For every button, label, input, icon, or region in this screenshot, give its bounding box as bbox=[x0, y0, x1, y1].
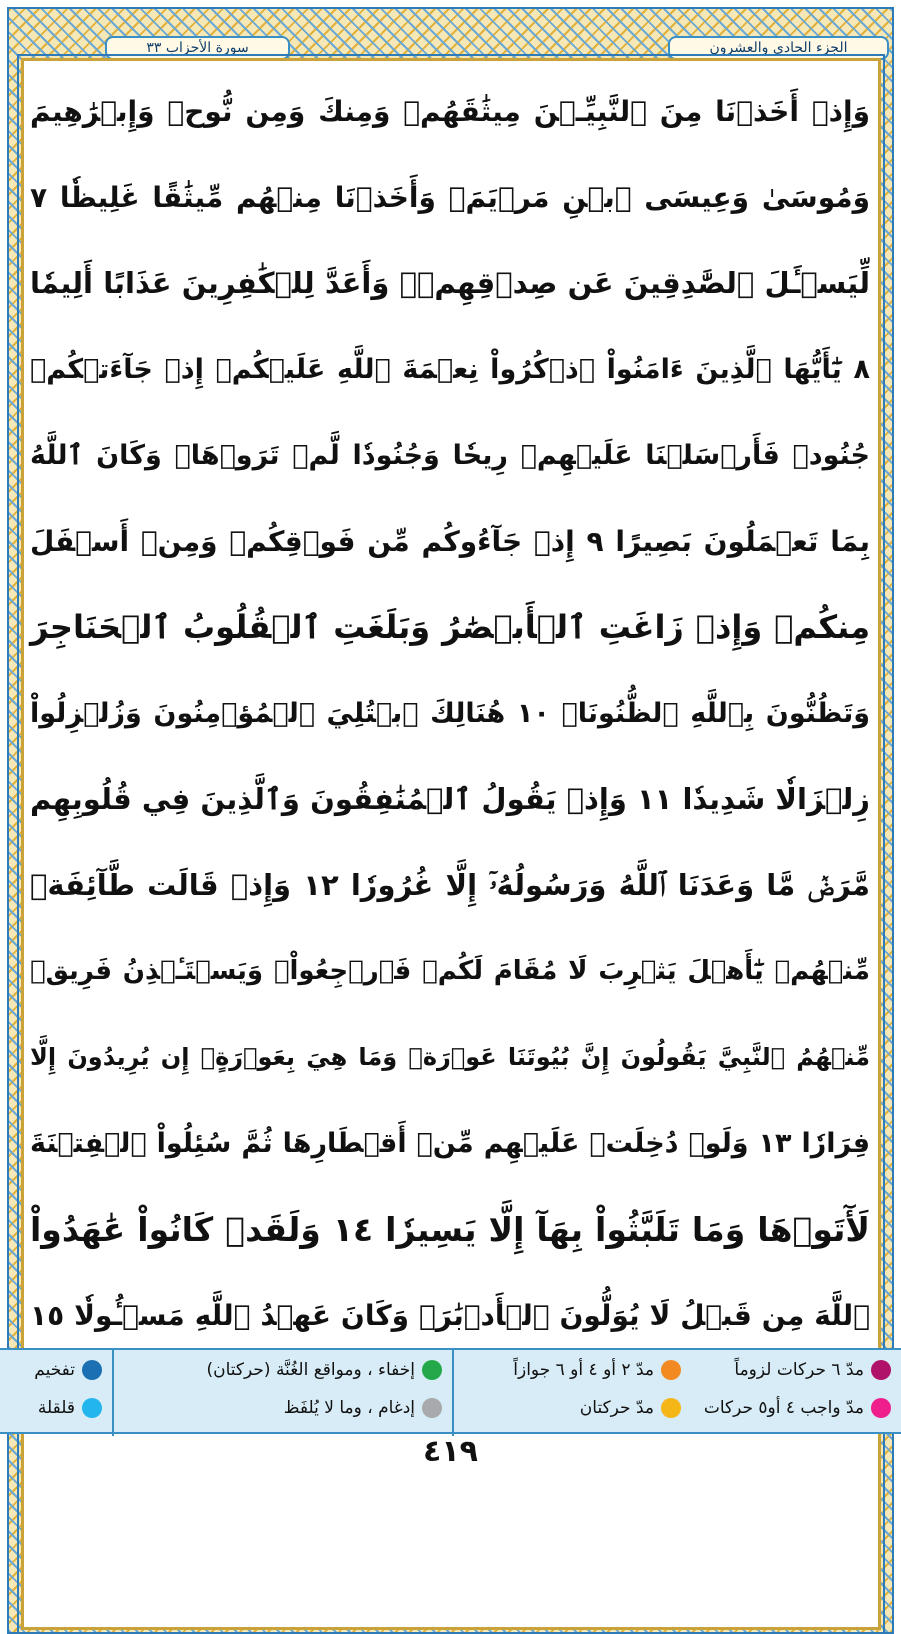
text-line bbox=[30, 68, 870, 154]
text-line bbox=[30, 240, 870, 326]
text-line bbox=[30, 842, 870, 928]
text-line-content: مَّرَضٞ مَّا وَعَدَنَا ٱللَّهُ وَرَسُولُهُۥٓ إِلَّا غُرُورٗا ١٢ وَإِذۡ قَالَت طَّآئِفَةٞ bbox=[30, 867, 870, 902]
legend-label: مدّ ٦ حركات لزوماً bbox=[734, 1360, 864, 1380]
color-dot-icon bbox=[422, 1360, 442, 1380]
color-dot-icon bbox=[661, 1360, 681, 1380]
juz-label-text: الجزء الحادي والعشرون bbox=[709, 40, 848, 56]
page-number: ٤١٩ bbox=[423, 1434, 478, 1469]
text-line-content: مِّنۡهُمۡ يَٰٓأَهۡلَ يَثۡرِبَ لَا مُقَامَ لَكُمۡ فَٱرۡجِعُواْۚ وَيَسۡتَـٔۡذِنُ فَرِيقٞ bbox=[30, 956, 870, 986]
text-line-content: مِّنۡهُمُ ٱلنَّبِيَّ يَقُولُونَ إِنَّ بُيُوتَنَا عَوۡرَةٞ وَمَا هِيَ بِعَوۡرَةٍۖ إِن يُرِيدُونَ إِلَّا bbox=[30, 1043, 870, 1071]
color-dot-icon bbox=[422, 1398, 442, 1418]
text-line-content: بِمَا تَعۡمَلُونَ بَصِيرًا ٩ إِذۡ جَآءُوكُم مِّن فَوۡقِكُمۡ وَمِنۡ أَسۡفَلَ bbox=[30, 524, 870, 558]
juz-label bbox=[668, 36, 889, 60]
text-line bbox=[30, 584, 870, 670]
text-line bbox=[30, 1014, 870, 1100]
legend-ghunna-column bbox=[112, 1350, 452, 1436]
text-line-content: وَإِذۡ أَخَذۡنَا مِنَ ٱلنَّبِيِّـۧنَ مِيثَٰقَهُمۡ وَمِنكَ وَمِن نُّوحٖ وَإِبۡرَٰهِيمَ bbox=[30, 94, 870, 128]
color-dot-icon bbox=[871, 1398, 891, 1418]
text-line bbox=[30, 1100, 870, 1186]
text-line bbox=[30, 1186, 870, 1272]
text-line bbox=[30, 756, 870, 842]
color-dot-icon bbox=[661, 1398, 681, 1418]
legend-label: إدغام ، وما لا يُلفَظ bbox=[283, 1398, 415, 1418]
text-line bbox=[30, 670, 870, 756]
legend-label: تفخيم bbox=[34, 1360, 75, 1380]
color-dot-icon bbox=[82, 1360, 102, 1380]
legend-item bbox=[284, 1396, 442, 1420]
legend-madd-column bbox=[452, 1350, 901, 1436]
text-line-content: جُنُودٞ فَأَرۡسَلۡنَا عَلَيۡهِمۡ رِيحٗا وَجُنُودٗا لَّمۡ تَرَوۡهَاۚ وَكَانَ ٱللَّهُ bbox=[30, 439, 870, 471]
surah-label-text: سورة الأحزاب ٣٣ bbox=[146, 40, 249, 56]
text-line bbox=[30, 498, 870, 584]
legend-tafkhim-column bbox=[0, 1350, 112, 1436]
legend-label: مدّ واجب ٤ أو٥ حركات bbox=[703, 1398, 864, 1418]
text-line-content: وَمُوسَىٰ وَعِيسَى ٱبۡنِ مَرۡيَمَۖ وَأَخَذۡنَا مِنۡهُم مِّيثَٰقًا غَلِيظٗا ٧ bbox=[30, 180, 870, 214]
color-dot-icon bbox=[871, 1360, 891, 1380]
text-line bbox=[30, 928, 870, 1014]
legend-label: قلقلة bbox=[37, 1398, 75, 1418]
text-line bbox=[30, 154, 870, 240]
legend-label: مدّ حركتان bbox=[579, 1398, 654, 1418]
text-line-content: مِنكُمۡ وَإِذۡ زَاغَتِ ٱلۡأَبۡصَٰرُ وَبَلَغَتِ ٱلۡقُلُوبُ ٱلۡحَنَاجِرَ bbox=[30, 608, 870, 646]
legend-item bbox=[704, 1396, 891, 1420]
text-line-content: وَتَظُنُّونَ بِٱللَّهِ ٱلظُّنُونَا۠ ١٠ هُنَالِكَ ٱبۡتُلِيَ ٱلۡمُؤۡمِنُونَ وَزُلۡزِلُواْ bbox=[30, 697, 870, 729]
legend-item bbox=[580, 1396, 681, 1420]
legend-label: مدّ ٢ أو ٤ أو ٦ جوازاً bbox=[513, 1360, 654, 1380]
text-line bbox=[30, 412, 870, 498]
tajweed-legend bbox=[0, 1348, 901, 1434]
legend-label: إخفاء ، ومواقع الغُنَّة (حركتان) bbox=[206, 1360, 415, 1380]
text-line-content: زِلۡزَالٗا شَدِيدٗا ١١ وَإِذۡ يَقُولُ ٱلۡمُنَٰفِقُونَ وَٱلَّذِينَ فِي قُلُوبِهِم bbox=[30, 782, 870, 816]
text-line-content: لَأٓتَوۡهَا وَمَا تَلَبَّثُواْ بِهَآ إِلَّا يَسِيرٗا ١٤ وَلَقَدۡ كَانُواْ عَٰهَدُواْ bbox=[30, 1209, 870, 1249]
surah-label bbox=[105, 36, 290, 60]
legend-item bbox=[734, 1358, 891, 1382]
text-line-content: لِّيَسۡـَٔلَ ٱلصَّٰدِقِينَ عَن صِدۡقِهِمۡۚ وَأَعَدَّ لِلۡكَٰفِرِينَ عَذَابًا أَلِيمٗا bbox=[30, 266, 870, 300]
legend-item bbox=[38, 1396, 102, 1420]
text-line-content: ٱللَّهَ مِن قَبۡلُ لَا يُوَلُّونَ ٱلۡأَدۡبَٰرَۚ وَكَانَ عَهۡدُ ٱللَّهِ مَسۡـُٔولٗا ١٥ bbox=[30, 1298, 870, 1332]
text-line bbox=[30, 1272, 870, 1358]
text-line bbox=[30, 326, 870, 412]
text-line-content: فِرَارٗا ١٣ وَلَوۡ دُخِلَتۡ عَلَيۡهِم مِّنۡ أَقۡطَارِهَا ثُمَّ سُئِلُواْ ٱلۡفِتۡنَةَ bbox=[30, 1127, 871, 1159]
legend-item bbox=[207, 1358, 443, 1382]
text-line-content: ٨ يَٰٓأَيُّهَا ٱلَّذِينَ ءَامَنُواْ ٱذۡكُرُواْ نِعۡمَةَ ٱللَّهِ عَلَيۡكُمۡ إِذۡ جَآءَتۡكُمۡ bbox=[30, 353, 870, 385]
color-dot-icon bbox=[82, 1398, 102, 1418]
legend-item bbox=[34, 1358, 102, 1382]
legend-item bbox=[513, 1358, 681, 1382]
